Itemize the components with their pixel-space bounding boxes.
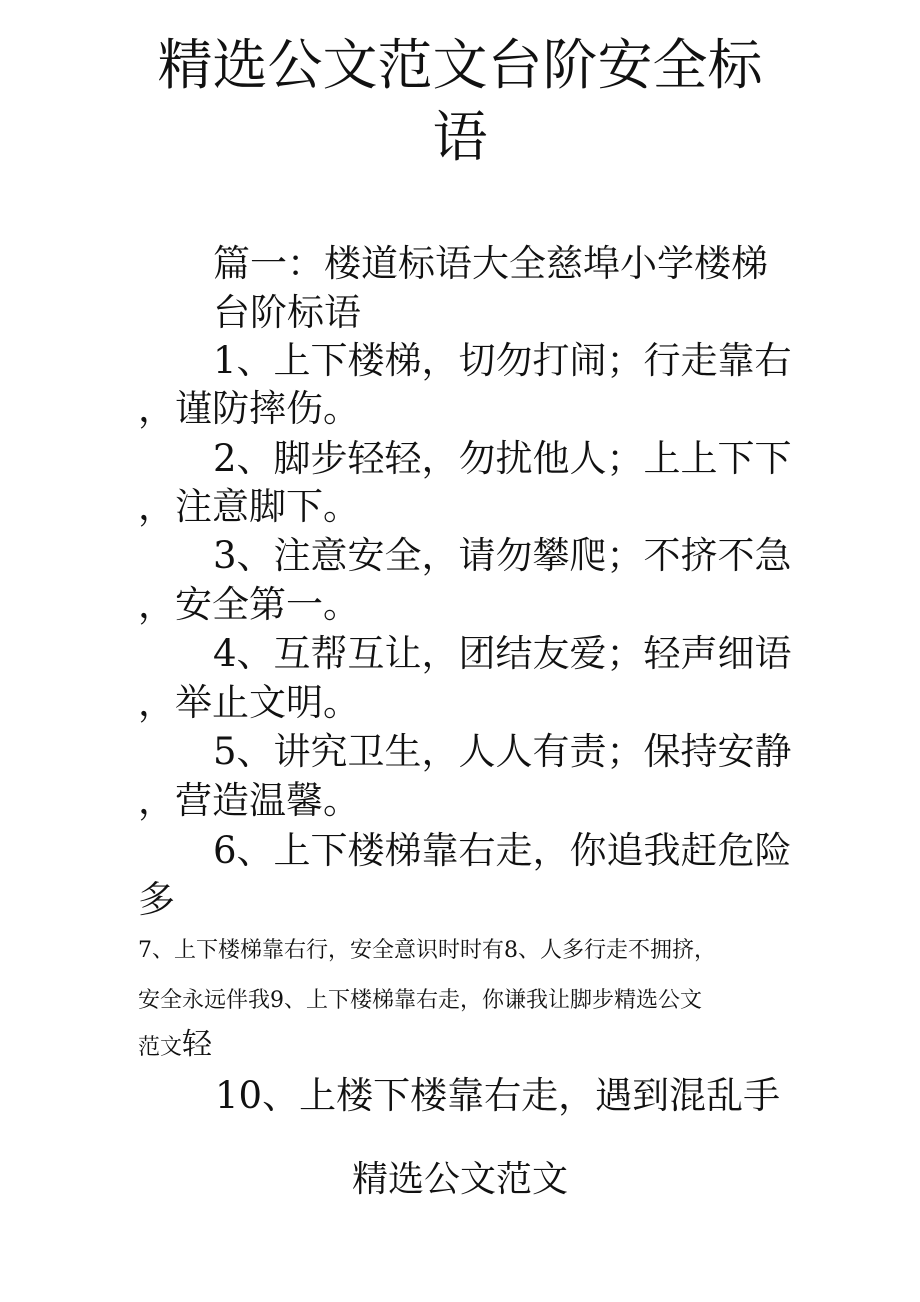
small-text-line-3-big: 轻 bbox=[182, 1027, 213, 1062]
small-text-line-2: 安全永远伴我9、上下楼梯靠右走，你谦我让脚步精选公文 bbox=[138, 988, 702, 1013]
item-5-line-1: 5、讲究卫生，人人有责；保持安静 bbox=[213, 730, 792, 773]
section-heading-line-2: 台阶标语 bbox=[213, 291, 361, 334]
page-footer: 精选公文范文 bbox=[351, 1159, 568, 1200]
item-4-line-1: 4、互帮互让，团结友爱；轻声细语 bbox=[213, 632, 792, 675]
item-2-line-2: ，注意脚下。 bbox=[138, 485, 360, 528]
item-6-line-2: 多 bbox=[138, 878, 175, 921]
item-3-line-2: ，安全第一。 bbox=[138, 583, 360, 626]
item-10-line: 10、上楼下楼靠右走，遇到混乱手 bbox=[215, 1074, 781, 1117]
page-title-line-2: 语 bbox=[432, 105, 488, 169]
small-text-line-1: 7、上下楼梯靠右行，安全意识时时有8、人多行走不拥挤， bbox=[138, 938, 716, 963]
item-6-line-1: 6、上下楼梯靠右走，你追我赶危险 bbox=[213, 829, 792, 872]
item-5-line-2: ，营造温馨。 bbox=[138, 779, 360, 822]
item-4-line-2: ，举止文明。 bbox=[138, 681, 360, 724]
small-text-line-3 bbox=[138, 1027, 213, 1062]
item-1-line-1: 1、上下楼梯，切勿打闹；行走靠右 bbox=[213, 339, 792, 382]
item-1-line-2: ，谨防摔伤。 bbox=[138, 387, 360, 430]
small-text-line-3-small: 范文 bbox=[138, 1035, 183, 1060]
section-heading-line-1: 篇一：楼道标语大全慈埠小学楼梯 bbox=[213, 242, 768, 285]
item-2-line-1: 2、脚步轻轻，勿扰他人；上上下下 bbox=[213, 437, 792, 480]
page-title-line-1: 精选公文范文台阶安全标 bbox=[157, 33, 763, 97]
item-3-line-1: 3、注意安全，请勿攀爬；不挤不急 bbox=[213, 534, 792, 577]
